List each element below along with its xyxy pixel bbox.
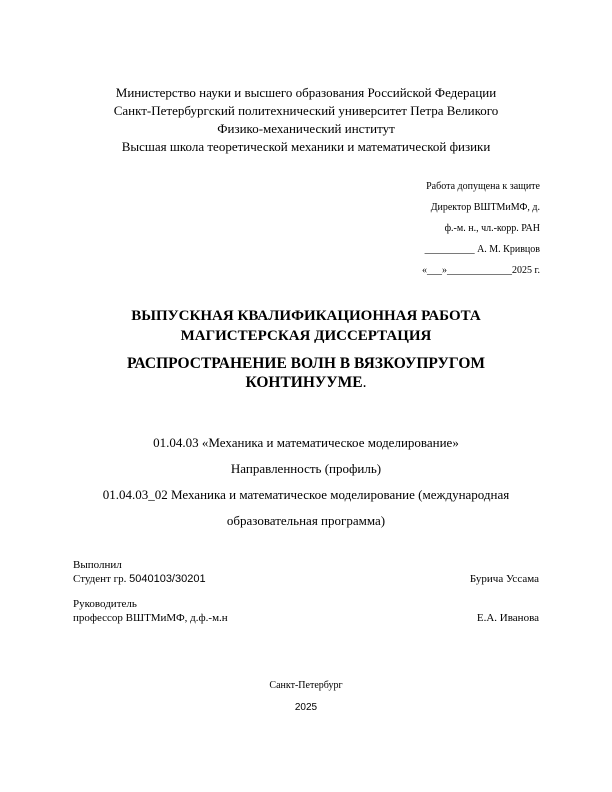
institution-header	[0, 84, 612, 156]
supervisor-position: профессор ВШТМиМФ, д.ф.-м.н	[73, 612, 228, 624]
ministry-line: Министерство науки и высшего образования Российской Федерации	[115, 85, 497, 100]
title-line-2: МАГИСТЕРСКАЯ ДИССЕРТАЦИЯ	[180, 328, 432, 344]
university-line: Санкт-Петербургский политехнический университет Петра Великого	[113, 103, 499, 118]
document-title	[0, 306, 612, 346]
student-prefix: Студент гр.	[73, 573, 127, 585]
performer-label: Выполнил	[73, 559, 122, 571]
topic-line-2-wrap	[0, 373, 612, 392]
title-line-1: ВЫПУСКНАЯ КВАЛИФИКАЦИОННАЯ РАБОТА	[131, 308, 481, 324]
footer-city: Санкт-Петербург	[269, 680, 343, 691]
approval-signature-line: __________ А. М. Кривцов	[424, 244, 540, 255]
group-number: 5040103/30201	[129, 573, 206, 585]
performer-label-row	[73, 558, 539, 572]
school-line: Высшая школа теоретической механики и математической физики	[121, 139, 491, 154]
institute-line: Физико-механический институт	[217, 121, 395, 136]
approval-line-3: ф.-м. н., чл.-корр. РАН	[444, 223, 540, 234]
supervisor-label: Руководитель	[73, 598, 137, 610]
thesis-topic	[0, 354, 612, 392]
topic-period: .	[362, 374, 367, 391]
program-profile-cont: образовательная программа)	[226, 513, 386, 528]
supervisor-label-row	[73, 597, 539, 611]
approval-date-line: «___»_____________2025 г.	[422, 265, 540, 276]
supervisor-name: Е.А. Иванова	[476, 612, 539, 624]
approval-block	[422, 176, 540, 281]
program-profile: 01.04.03_02 Механика и математическое моделирование (международная	[102, 487, 510, 502]
performer-row	[73, 572, 539, 586]
supervisor-row	[73, 611, 539, 625]
approval-line-2: Директор ВШТМиМФ, д.	[430, 202, 540, 213]
program-info	[0, 430, 612, 534]
student-name: Бурича Уссама	[469, 573, 539, 585]
topic-line-2: КОНТИНУУМЕ	[245, 374, 363, 391]
program-profile-label: Направленность (профиль)	[230, 461, 382, 476]
program-code: 01.04.03 «Механика и математическое моделирование»	[153, 435, 459, 450]
topic-line-1: РАСПРОСТРАНЕНИЕ ВОЛН В ВЯЗКОУПРУГОМ	[126, 355, 486, 372]
footer-year: 2025	[294, 702, 318, 713]
approval-line-1: Работа допущена к защите	[426, 181, 540, 192]
student-group	[73, 572, 206, 586]
